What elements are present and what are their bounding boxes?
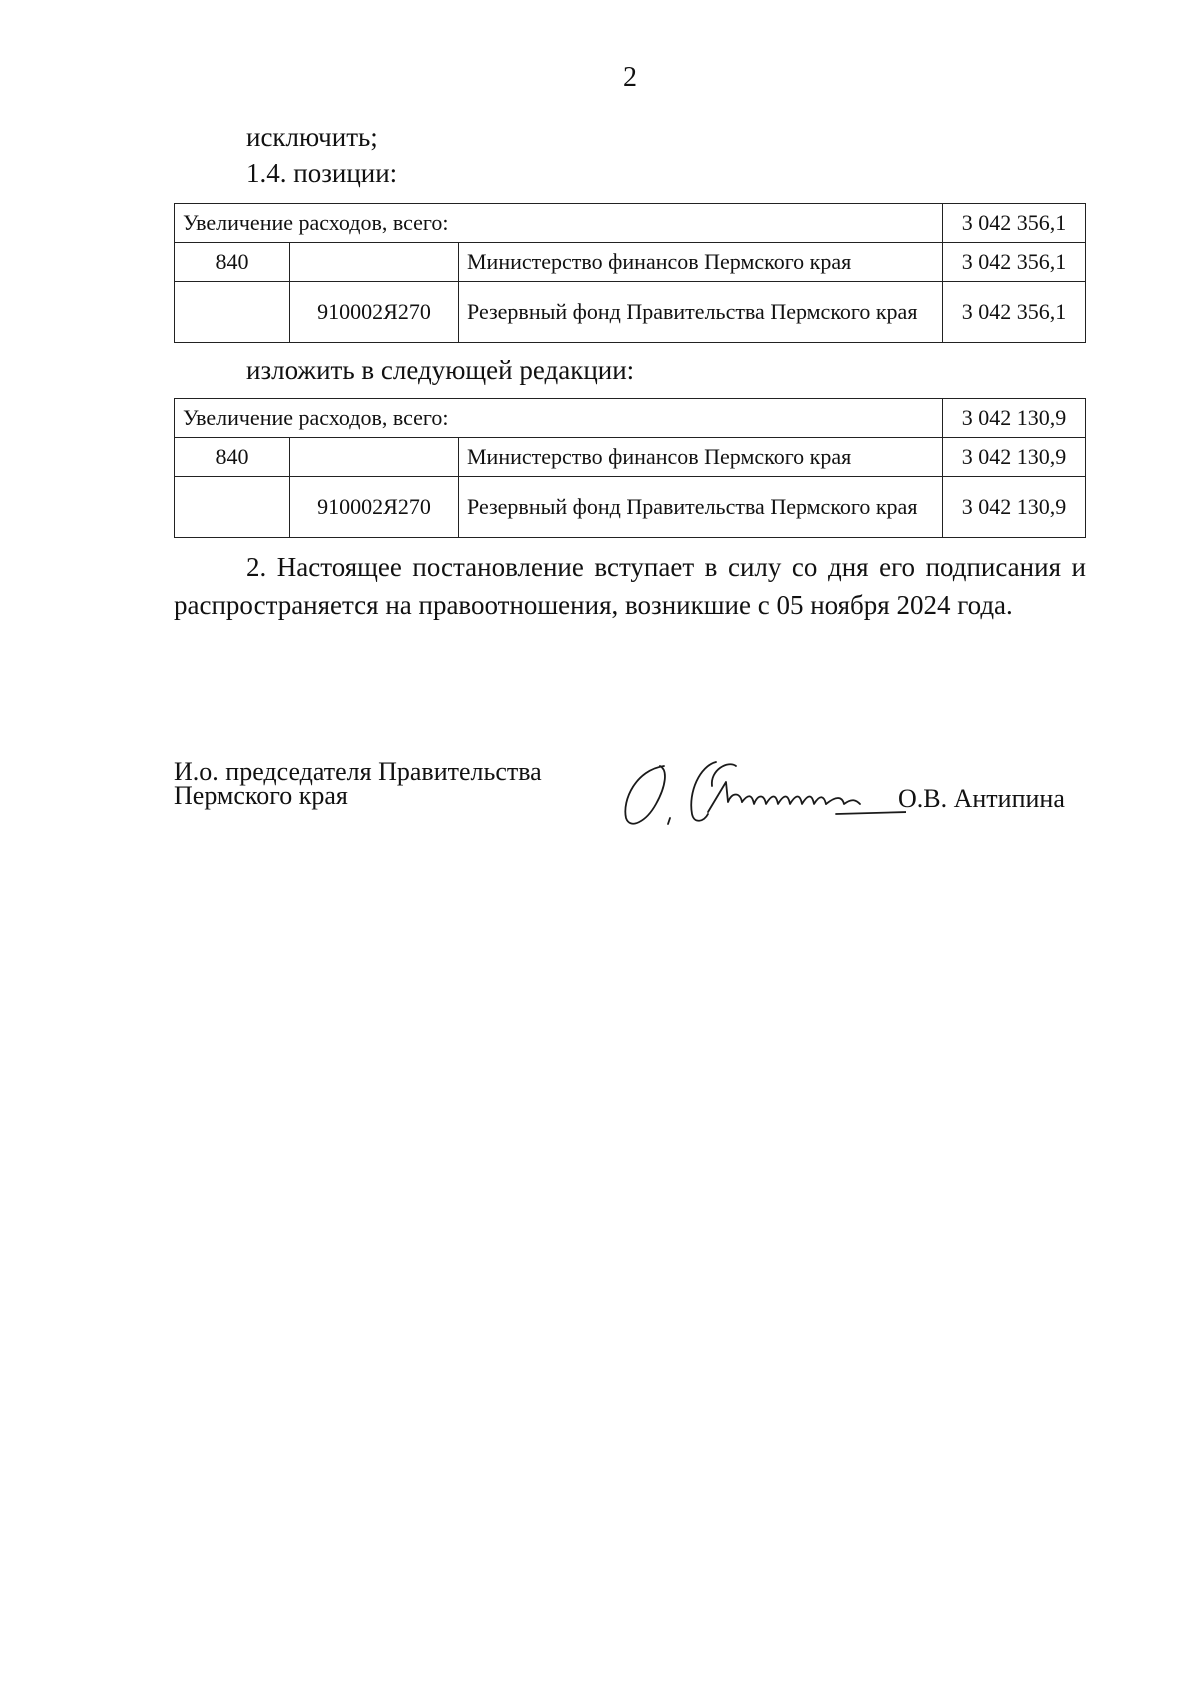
exclude-paragraph: исключить; (246, 122, 378, 152)
fund-name: Резервный фонд Правительства Пермского края (459, 282, 943, 343)
empty-cell (290, 438, 459, 477)
table-row (175, 438, 1086, 477)
page-number: 2 (623, 62, 637, 93)
table-row (175, 282, 1086, 343)
total-sum: 3 042 130,9 (943, 399, 1086, 438)
handwritten-signature (616, 752, 906, 832)
empty-cell (175, 477, 290, 538)
fund-code: 910002Я270 (290, 477, 459, 538)
empty-cell (290, 243, 459, 282)
ministry-sum: 3 042 130,9 (943, 438, 1086, 477)
signer-position (174, 757, 542, 810)
ministry-name: Министерство финансов Пермского края (459, 243, 943, 282)
table-row (175, 399, 1086, 438)
restate-paragraph: изложить в следующей редакции: (246, 355, 635, 385)
signer-position-line1: И.о. председателя Правительства (174, 757, 542, 786)
fund-name: Резервный фонд Правительства Пермского края (459, 477, 943, 538)
budget-table-after (174, 398, 1086, 538)
ministry-code: 840 (175, 438, 290, 477)
closing-paragraph: 2. Настоящее постановление вступает в силу со дня его подписания и распространяется на правоотношения, возникшие с 05 ноября 2024 года. (174, 552, 1086, 620)
signer-position-line2: Пермского края (174, 781, 348, 810)
ministry-code: 840 (175, 243, 290, 282)
fund-code: 910002Я270 (290, 282, 459, 343)
ministry-sum: 3 042 356,1 (943, 243, 1086, 282)
table-row (175, 204, 1086, 243)
budget-table-before (174, 203, 1086, 343)
total-label: Увеличение расходов, всего: (175, 399, 943, 438)
total-label: Увеличение расходов, всего: (175, 204, 943, 243)
signer-name: О.В. Антипина (898, 784, 1065, 813)
table-row (175, 477, 1086, 538)
table-row (175, 243, 1086, 282)
total-sum: 3 042 356,1 (943, 204, 1086, 243)
fund-sum: 3 042 130,9 (943, 477, 1086, 538)
ministry-name: Министерство финансов Пермского края (459, 438, 943, 477)
empty-cell (175, 282, 290, 343)
fund-sum: 3 042 356,1 (943, 282, 1086, 343)
positions-heading: 1.4. позиции: (246, 158, 398, 188)
